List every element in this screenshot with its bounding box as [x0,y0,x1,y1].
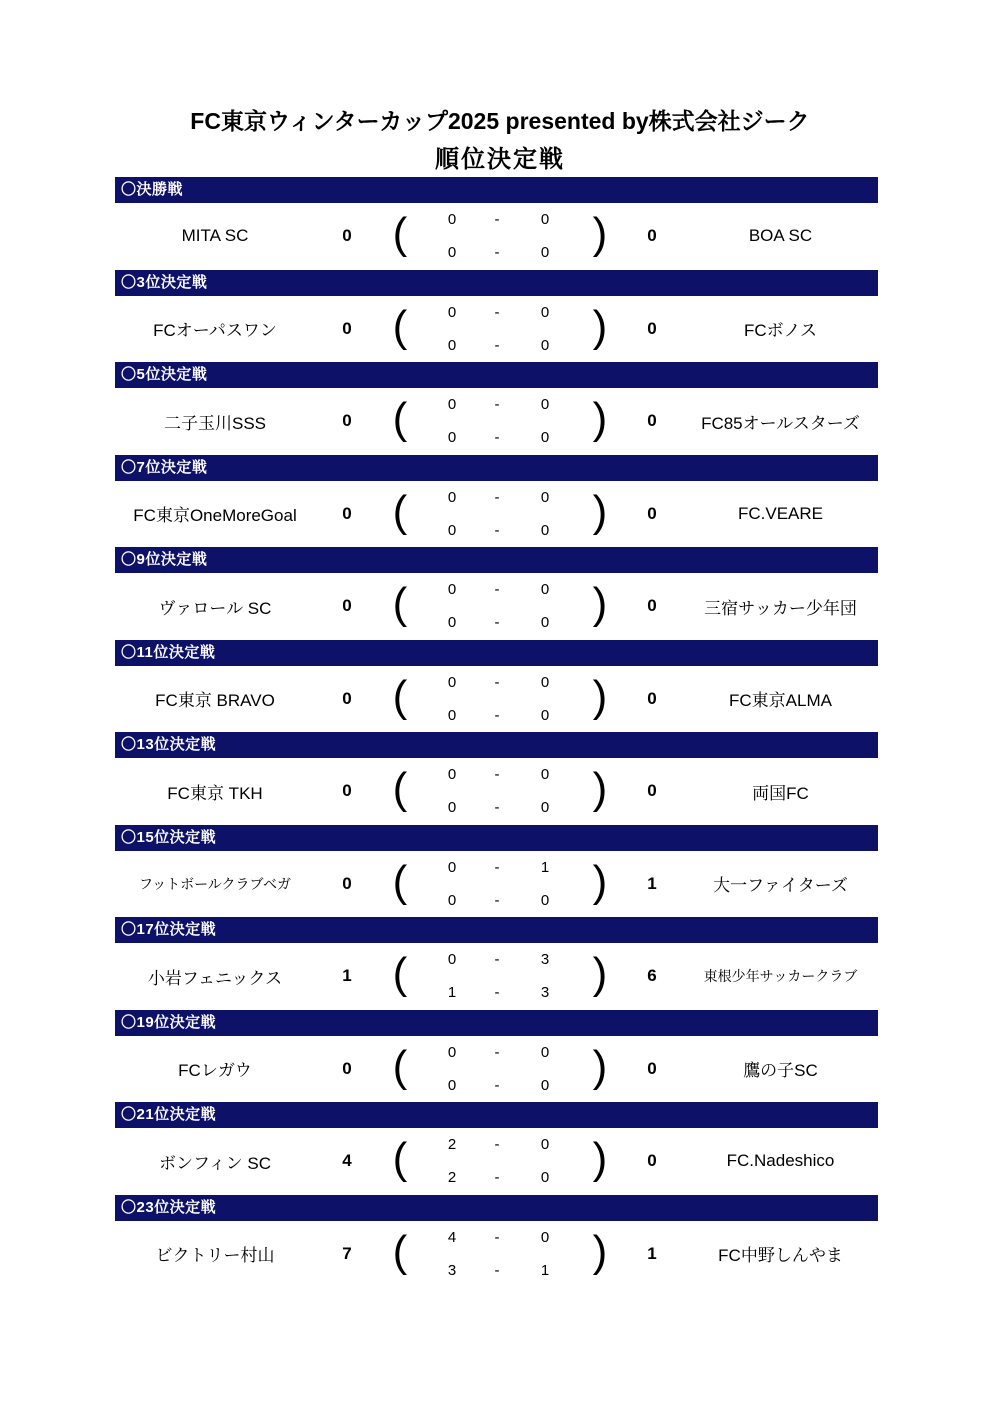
away-total-score: 0 [647,688,657,708]
first-half-home-score: 0 [447,211,457,229]
match-row [115,1128,878,1195]
half-scores [421,1128,579,1194]
section-header: 〇7位決定戦 [115,455,878,481]
close-paren: ) [592,486,608,536]
first-half-home-score: 0 [447,396,457,414]
away-team-name: 東根少年サッカークラブ [703,968,858,985]
first-half-dash: - [494,1228,500,1246]
close-paren: ) [592,856,608,906]
away-team-name: 大一ファイターズ [713,876,848,896]
second-half-home-score: 0 [447,799,457,817]
section-header: 〇11位決定戦 [115,640,878,666]
match-section-15th [115,825,878,918]
section-header: 〇決勝戦 [115,177,878,203]
home-team-name: MITA SC [181,226,249,246]
first-half-home-score: 0 [447,488,457,506]
half-scores [421,296,579,362]
first-half-dash: - [494,488,500,506]
second-half-dash: - [494,429,500,447]
first-half-away-score: 0 [540,581,550,599]
away-total-score: 6 [647,966,657,986]
first-half-away-score: 0 [540,488,550,506]
first-half-away-score: 1 [540,858,550,876]
open-paren: ( [392,486,408,536]
open-paren: ( [392,856,408,906]
match-row [115,296,878,363]
first-half-home-score: 0 [447,581,457,599]
second-half-home-score: 2 [447,1169,457,1187]
first-half-home-score: 0 [447,858,457,876]
open-paren: ( [392,764,408,814]
open-paren: ( [392,394,408,444]
page-subtitle: 順位決定戦 [435,146,565,173]
open-paren: ( [392,579,408,629]
open-paren: ( [392,949,408,999]
home-team-name: ヴァロール SC [158,598,272,618]
second-half-away-score: 0 [540,1076,550,1094]
section-header: 〇23位決定戦 [115,1195,878,1221]
first-half-away-score: 3 [540,951,550,969]
home-total-score: 0 [342,781,352,801]
open-paren: ( [392,1041,408,1091]
second-half-dash: - [494,891,500,909]
away-total-score: 1 [647,873,657,893]
section-header: 〇17位決定戦 [115,917,878,943]
match-section-17th [115,917,878,1010]
open-paren: ( [392,671,408,721]
second-half-dash: - [494,244,500,262]
half-scores [421,1221,579,1287]
home-total-score: 0 [342,873,352,893]
match-section-13th [115,732,878,825]
second-half-home-score: 0 [447,891,457,909]
away-total-score: 0 [647,1058,657,1078]
home-total-score: 0 [342,318,352,338]
away-team-name: FC.Nadeshico [726,1151,835,1171]
half-scores [421,573,579,639]
half-scores [421,758,579,824]
second-half-dash: - [494,1261,500,1279]
home-total-score: 0 [342,1058,352,1078]
match-row [115,388,878,455]
first-half-away-score: 0 [540,211,550,229]
match-section-11th [115,640,878,733]
half-scores [421,388,579,454]
away-total-score: 0 [647,226,657,246]
away-team-name: FC東京ALMA [729,691,832,711]
close-paren: ) [592,764,608,814]
home-team-name: 小岩フェニックス [147,968,283,988]
away-total-score: 0 [647,596,657,616]
away-total-score: 1 [647,1243,657,1263]
second-half-dash: - [494,984,500,1002]
first-half-away-score: 0 [540,673,550,691]
second-half-home-score: 1 [447,984,457,1002]
section-header: 〇15位決定戦 [115,825,878,851]
match-row [115,573,878,640]
match-section-5th [115,362,878,455]
first-half-away-score: 0 [540,766,550,784]
section-header: 〇21位決定戦 [115,1102,878,1128]
second-half-home-score: 3 [447,1261,457,1279]
second-half-home-score: 0 [447,244,457,262]
match-row [115,666,878,733]
second-half-away-score: 0 [540,799,550,817]
home-team-name: 二子玉川SSS [163,413,267,433]
match-section-23rd [115,1195,878,1288]
second-half-dash: - [494,1169,500,1187]
first-half-dash: - [494,211,500,229]
first-half-dash: - [494,673,500,691]
first-half-dash: - [494,303,500,321]
home-total-score: 7 [342,1243,352,1263]
first-half-home-score: 0 [447,303,457,321]
second-half-home-score: 0 [447,521,457,539]
second-half-home-score: 0 [447,336,457,354]
second-half-dash: - [494,1076,500,1094]
second-half-home-score: 0 [447,1076,457,1094]
away-team-name: FCボノス [744,321,817,341]
second-half-dash: - [494,336,500,354]
half-scores [421,203,579,269]
match-row [115,943,878,1010]
first-half-dash: - [494,1043,500,1061]
second-half-away-score: 0 [540,891,550,909]
first-half-home-score: 0 [447,1043,457,1061]
match-section-21st [115,1102,878,1195]
open-paren: ( [392,1134,408,1184]
first-half-home-score: 0 [447,673,457,691]
close-paren: ) [592,1134,608,1184]
first-half-away-score: 0 [540,1136,550,1154]
open-paren: ( [392,1226,408,1276]
second-half-dash: - [494,706,500,724]
second-half-away-score: 0 [540,1169,550,1187]
match-row [115,203,878,270]
open-paren: ( [392,209,408,259]
match-row [115,481,878,548]
second-half-away-score: 1 [540,1261,550,1279]
close-paren: ) [592,671,608,721]
second-half-away-score: 0 [540,614,550,632]
first-half-home-score: 0 [447,766,457,784]
first-half-dash: - [494,951,500,969]
section-header: 〇3位決定戦 [115,270,878,296]
first-half-dash: - [494,1136,500,1154]
second-half-home-score: 0 [447,614,457,632]
home-total-score: 0 [342,226,352,246]
half-scores [421,851,579,917]
home-team-name: ビクトリー村山 [155,1246,275,1266]
close-paren: ) [592,949,608,999]
first-half-away-score: 0 [540,396,550,414]
away-team-name: 三宿サッカー少年団 [704,598,857,618]
first-half-dash: - [494,858,500,876]
home-team-name: フットボールクラブベガ [139,875,291,892]
away-team-name: FC85オールスターズ [701,413,860,433]
home-total-score: 0 [342,503,352,523]
page-title: FC東京ウィンターカップ2025 presented by株式会社ジーク [190,108,810,134]
half-scores [421,666,579,732]
section-header: 〇5位決定戦 [115,362,878,388]
match-section-final [115,177,878,270]
away-team-name: FC中野しんやま [718,1246,843,1266]
away-total-score: 0 [647,318,657,338]
second-half-away-score: 0 [540,706,550,724]
match-row [115,1036,878,1103]
open-paren: ( [392,301,408,351]
first-half-away-score: 0 [540,303,550,321]
second-half-away-score: 0 [540,336,550,354]
second-half-home-score: 0 [447,706,457,724]
home-total-score: 1 [342,966,352,986]
match-row [115,1221,878,1288]
first-half-dash: - [494,581,500,599]
home-team-name: FC東京 TKH [167,783,263,803]
half-scores [421,481,579,547]
away-total-score: 0 [647,411,657,431]
second-half-home-score: 0 [447,429,457,447]
half-scores [421,943,579,1009]
section-header: 〇13位決定戦 [115,732,878,758]
second-half-dash: - [494,614,500,632]
second-half-away-score: 0 [540,244,550,262]
away-total-score: 0 [647,1151,657,1171]
first-half-home-score: 4 [447,1228,457,1246]
first-half-home-score: 2 [447,1136,457,1154]
match-section-19th [115,1010,878,1103]
section-header: 〇9位決定戦 [115,547,878,573]
match-section-3rd [115,270,878,363]
home-team-name: FC東京OneMoreGoal [133,506,297,526]
home-total-score: 0 [342,411,352,431]
away-total-score: 0 [647,503,657,523]
second-half-away-score: 3 [540,984,550,1002]
home-team-name: ボンフィン SC [159,1153,271,1173]
first-half-home-score: 0 [447,951,457,969]
first-half-dash: - [494,766,500,784]
close-paren: ) [592,1226,608,1276]
match-section-9th [115,547,878,640]
match-section-7th [115,455,878,548]
home-team-name: FCレガウ [178,1061,252,1081]
match-row [115,851,878,918]
home-total-score: 0 [342,596,352,616]
home-team-name: FC東京 BRAVO [155,691,275,711]
away-team-name: BOA SC [748,226,813,246]
home-total-score: 0 [342,688,352,708]
away-team-name: FC.VEARE [737,503,824,523]
home-team-name: FCオーパスワン [153,321,277,341]
match-row [115,758,878,825]
second-half-away-score: 0 [540,521,550,539]
close-paren: ) [592,579,608,629]
second-half-dash: - [494,799,500,817]
section-header: 〇19位決定戦 [115,1010,878,1036]
close-paren: ) [592,394,608,444]
home-total-score: 4 [342,1151,352,1171]
second-half-dash: - [494,521,500,539]
close-paren: ) [592,301,608,351]
close-paren: ) [592,209,608,259]
away-team-name: 鷹の子SC [743,1061,818,1081]
match-sections [115,177,878,1287]
away-team-name: 両国FC [752,783,809,803]
first-half-dash: - [494,396,500,414]
close-paren: ) [592,1041,608,1091]
first-half-away-score: 0 [540,1228,550,1246]
second-half-away-score: 0 [540,429,550,447]
away-total-score: 0 [647,781,657,801]
first-half-away-score: 0 [540,1043,550,1061]
half-scores [421,1036,579,1102]
